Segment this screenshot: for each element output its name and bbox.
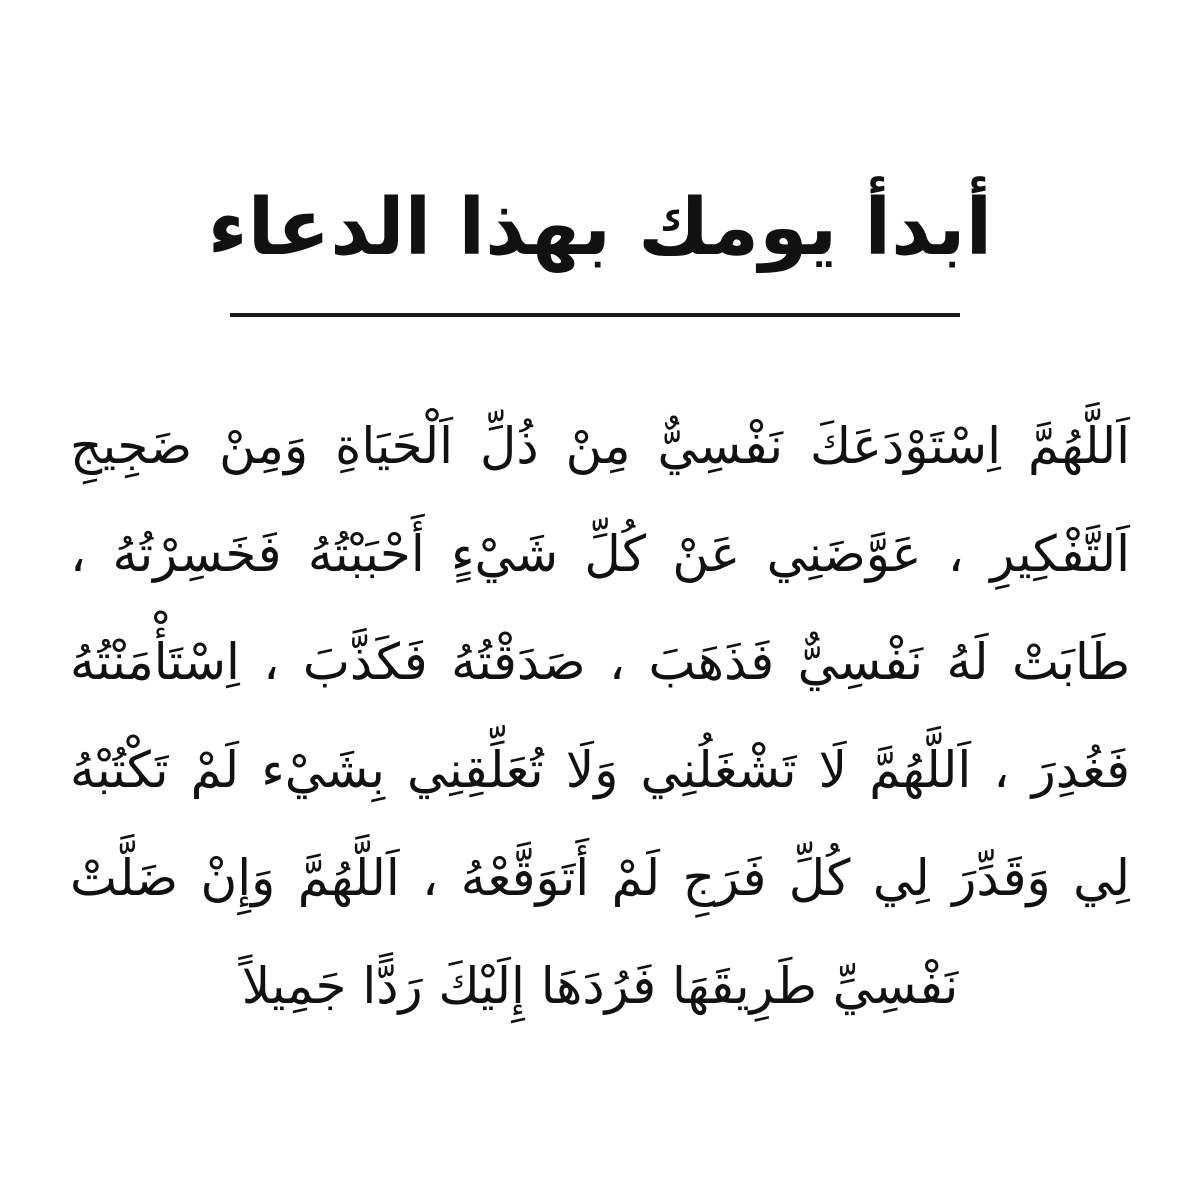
title-divider [230, 313, 960, 317]
dua-line-4: فَغُدِرَ ، اَللَّهُمَّ لَا تَشْغَلُنِي وَلَا تُعَلِّقِنِي بِشَيْء لَمْ تَكْتُبْهُ [70, 741, 1130, 799]
dua-line-5: لِي وَقَدِّرَ لِي كُلِّ فَرَجِ لَمْ أَتَوَقَّعْهُ ، اَللَّهُمَّ وَإِنْ ضَلَّتْ [70, 849, 1130, 907]
dua-text [70, 392, 1130, 1040]
dua-line-3: طَابَتْ لَهُ نَفْسِيٌّ فَذَهَبَ ، صَدَقْتُهُ فَكَذَّبَ ، اِسْتَأْمَنْتُهُ [70, 633, 1130, 691]
page-title: أبدأ يومك بهذا الدعاء [207, 183, 993, 273]
dua-line-6: نَفْسِيِّ طَرِيقَهَا فَرُدَهَا إِلَيْكَ رَدًّا جَمِيلاً [241, 957, 959, 1015]
dua-line-2: اَلتَّفْكِيرِ ، عَوَّضَنِي عَنْ كُلِّ شَيْءٍ أَحْبَبْتُهُ فَخَسِرْتُهُ ، [70, 525, 1130, 583]
dua-line-1: اَللَّهُمَّ اِسْتَوْدَعَكَ نَفْسِيٌّ مِنْ ذُلِّ اَلْحَيَاةِ وَمِنْ ضَجِيجِ [70, 417, 1130, 475]
